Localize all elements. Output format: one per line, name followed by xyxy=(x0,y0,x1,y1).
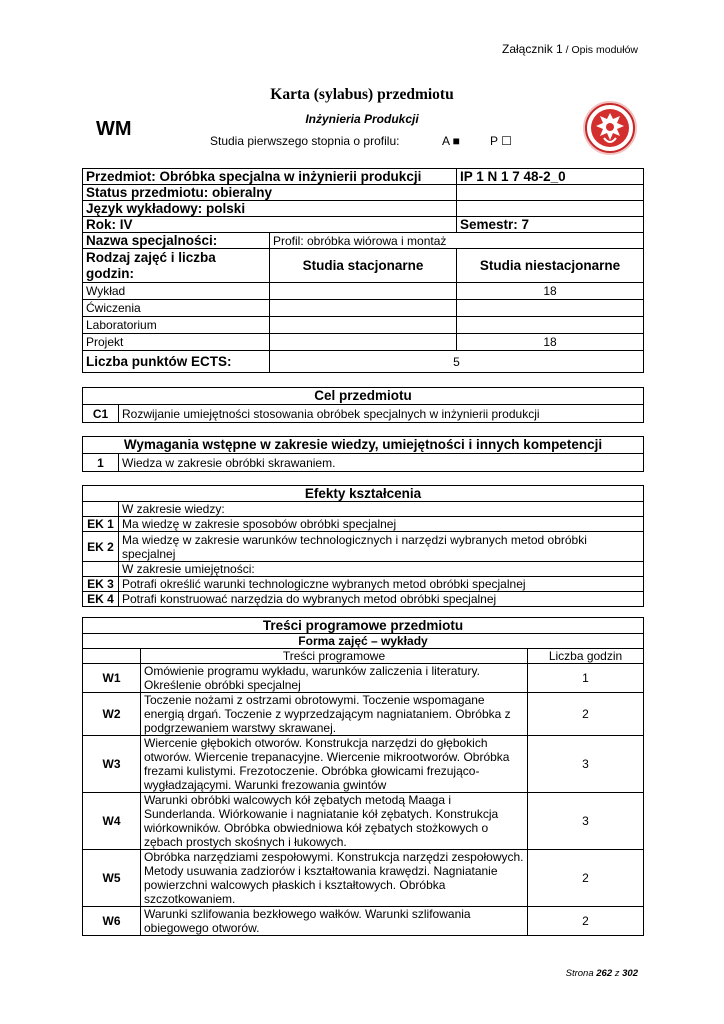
part-time-hours: 18 xyxy=(457,283,644,300)
total-pages: 302 xyxy=(622,968,638,979)
goal-text: Rozwijanie umiejętności stosowania obróbek specjalnych w inżynierii produkcji xyxy=(119,405,644,423)
table-row xyxy=(83,907,644,936)
lecture-content: Warunki obróbki walcowych kół zębatych metodą Maaga i Sunderlanda. Wiórkowanie i nagniatanie kół zębatych. Konstrukcja wiórkowników. Obróbka obwiedniowa kół zębatych stożkowych o zębach prostych skośnych i łukowych. xyxy=(141,793,528,850)
goal-table xyxy=(82,387,644,423)
full-time-hours xyxy=(270,317,457,334)
lecture-code: W5 xyxy=(83,850,141,907)
outcome-code: EK 3 xyxy=(83,577,119,592)
part-time-hours: 18 xyxy=(457,334,644,351)
lecture-hours: 2 xyxy=(528,907,644,936)
skills-label: W zakresie umiejętności: xyxy=(119,562,644,577)
lecture-hours: 3 xyxy=(528,793,644,850)
subject-table xyxy=(82,168,644,373)
outcome-text: Potrafi określić warunki technologiczne wybranych metod obróbki specjalnej xyxy=(119,577,644,592)
subject-name: Przedmiot: Obróbka specjalna w inżynierii produkcji xyxy=(83,169,457,185)
subject-language: Język wykładowy: polski xyxy=(83,201,457,217)
part-time-hours xyxy=(457,300,644,317)
lecture-hours: 1 xyxy=(528,664,644,693)
class-types-label: Rodzaj zajęć i liczba godzin: xyxy=(83,249,270,283)
table-row xyxy=(83,793,644,850)
ects-value: 5 xyxy=(270,351,644,373)
outcomes-heading: Efekty kształcenia xyxy=(83,486,644,502)
outcome-text: Ma wiedzę w zakresie warunków technologicznych i narzędzi wybranych metod obróbki specjalnej xyxy=(119,532,644,562)
table-row xyxy=(83,693,644,736)
lecture-content: Obróbka narzędziami zespołowymi. Konstrukcja narzędzi zespołowych. Metody usuwania zadziorów i kształtowania krawędzi. Nagniatanie powierzchni walcowych płaskich i kształtowych. Obróbka szczotkowaniem. xyxy=(141,850,528,907)
wm-label: WM xyxy=(96,118,132,140)
outcome-code: EK 1 xyxy=(83,517,119,532)
university-logo-icon xyxy=(582,100,638,156)
outcome-code: EK 4 xyxy=(83,592,119,607)
content-heading: Treści programowe przedmiotu xyxy=(83,618,644,634)
lecture-hours: 2 xyxy=(528,850,644,907)
page-title: Karta (sylabus) przedmiotu xyxy=(270,86,454,103)
lecture-form-label: Forma zajęć – wykłady xyxy=(83,634,644,649)
table-row xyxy=(83,736,644,793)
content-table xyxy=(82,617,644,936)
table-row xyxy=(83,850,644,907)
current-page: 262 xyxy=(596,968,613,979)
lecture-code: W3 xyxy=(83,736,141,793)
lecture-code: W1 xyxy=(83,664,141,693)
full-time-hours xyxy=(270,334,457,351)
profile-p-checkbox: P ☐ xyxy=(490,134,512,148)
annex-sub: / Opis modułów xyxy=(562,44,638,56)
knowledge-label: W zakresie wiedzy: xyxy=(119,502,644,517)
profile-a-checkbox: A ■ xyxy=(442,134,460,148)
class-type-name: Projekt xyxy=(83,334,270,351)
empty-cell xyxy=(83,649,141,664)
lecture-content: Omówienie programu wykładu, warunków zaliczenia i literatury. Określenie obróbki specjalnej xyxy=(141,664,528,693)
lecture-content: Warunki szlifowania bezkłowego wałków. Warunki szlifowania obiegowego otworów. xyxy=(141,907,528,936)
empty-cell xyxy=(457,201,644,217)
page-number xyxy=(566,968,638,979)
lecture-content: Wiercenie głębokich otworów. Konstrukcja narzędzi do głębokich otworów. Wiercenie trepanacyjne. Wiercenie mikrootworów. Obróbka frezami kulistymi. Frezotoczenie. Obróbka głowicami frezująco-wygładzającymi. Warunki frezowania gwintów xyxy=(141,736,528,793)
subject-semester: Semestr: 7 xyxy=(457,217,644,233)
class-type-name: Laboratorium xyxy=(83,317,270,334)
lecture-code: W2 xyxy=(83,693,141,736)
ects-label: Liczba punktów ECTS: xyxy=(83,351,270,373)
page-label: Strona xyxy=(565,968,597,979)
goal-code: C1 xyxy=(83,405,119,423)
table-row xyxy=(83,664,644,693)
lecture-content: Toczenie nożami z ostrzami obrotowymi. Toczenie wspomagane energią drgań. Toczenie z wyprzedzającym nagniataniem. Obróbka z podgrzewaniem warstwy skrawanej. xyxy=(141,693,528,736)
full-time-header: Studia stacjonarne xyxy=(270,249,457,283)
page-separator: z xyxy=(612,968,623,979)
outcome-code: EK 2 xyxy=(83,532,119,562)
hours-column-header: Liczba godzin xyxy=(528,649,644,664)
goal-heading: Cel przedmiotu xyxy=(83,388,644,405)
part-time-hours xyxy=(457,317,644,334)
empty-cell xyxy=(83,562,119,577)
lecture-hours: 3 xyxy=(528,736,644,793)
requirement-text: Wiedza w zakresie obróbki skrawaniem. xyxy=(119,454,644,472)
subject-year: Rok: IV xyxy=(83,217,457,233)
lecture-code: W6 xyxy=(83,907,141,936)
lecture-hours: 2 xyxy=(528,693,644,736)
outcomes-table xyxy=(82,485,644,607)
subject-code: IP 1 N 1 7 48-2_0 xyxy=(457,169,644,185)
studia-label: Studia pierwszego stopnia o profilu: xyxy=(210,134,400,148)
subject-status: Status przedmiotu: obieralny xyxy=(83,185,457,201)
outcome-text: Potrafi konstruować narzędzia do wybranych metod obróbki specjalnej xyxy=(119,592,644,607)
class-type-name: Wykład xyxy=(83,283,270,300)
empty-cell xyxy=(457,185,644,201)
faculty-name: Inżynieria Produkcji xyxy=(305,112,419,126)
requirements-heading: Wymagania wstępne w zakresie wiedzy, umiejętności i innych kompetencji xyxy=(83,437,644,454)
part-time-header: Studia niestacjonarne xyxy=(457,249,644,283)
annex-label xyxy=(502,42,638,56)
lecture-code: W4 xyxy=(83,793,141,850)
specialty-label: Nazwa specjalności: xyxy=(83,233,270,249)
requirement-code: 1 xyxy=(83,454,119,472)
content-column-header: Treści programowe xyxy=(141,649,528,664)
requirements-table xyxy=(82,436,644,472)
full-time-hours xyxy=(270,300,457,317)
class-type-name: Ćwiczenia xyxy=(83,300,270,317)
full-time-hours xyxy=(270,283,457,300)
annex-main: Załącznik 1 xyxy=(502,42,563,56)
empty-cell xyxy=(83,502,119,517)
specialty-profile: Profil: obróbka wiórowa i montaż xyxy=(270,233,644,249)
outcome-text: Ma wiedzę w zakresie sposobów obróbki specjalnej xyxy=(119,517,644,532)
